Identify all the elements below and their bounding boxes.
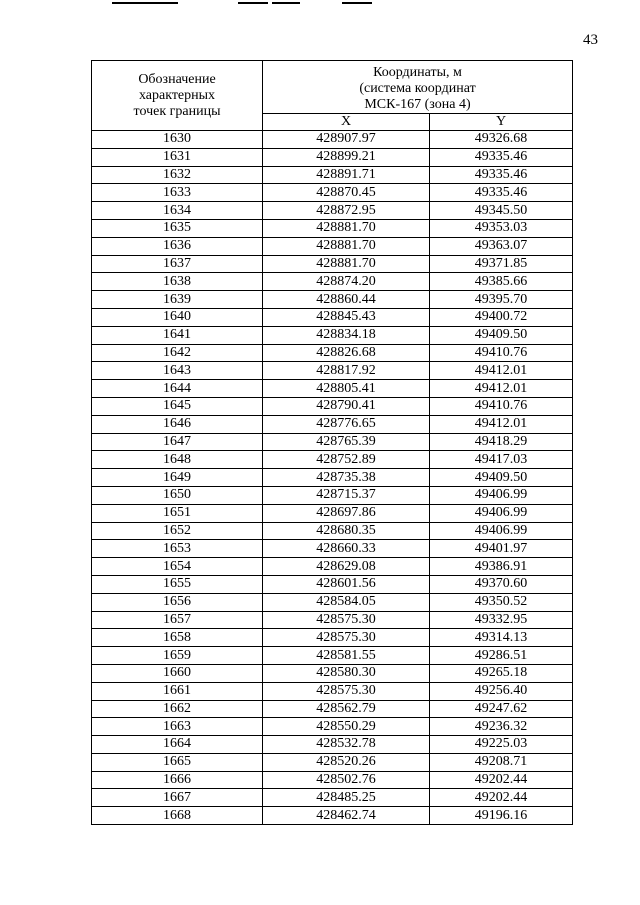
x-coordinate-cell: 428680.35 (263, 522, 430, 540)
point-id-cell: 1647 (92, 433, 263, 451)
point-designation-header (92, 61, 263, 131)
x-coordinate-cell: 428550.29 (263, 718, 430, 736)
point-id-cell: 1634 (92, 202, 263, 220)
x-coordinate-cell: 428817.92 (263, 362, 430, 380)
point-id-cell: 1650 (92, 486, 263, 504)
coords-header-line: Координаты, м (373, 65, 462, 80)
point-header-line: характерных (138, 87, 216, 103)
y-coordinate-cell: 49401.97 (430, 540, 573, 558)
point-id-cell: 1638 (92, 273, 263, 291)
x-coordinate-cell: 428562.79 (263, 700, 430, 718)
table-row (92, 558, 573, 576)
y-coordinate-cell: 49314.13 (430, 629, 573, 647)
y-coordinate-cell: 49412.01 (430, 380, 573, 398)
table-row (92, 647, 573, 665)
point-id-cell: 1652 (92, 522, 263, 540)
point-id-cell: 1662 (92, 700, 263, 718)
table-row (92, 326, 573, 344)
point-header-line: Обозначение (138, 71, 216, 87)
y-coordinate-cell: 49409.50 (430, 469, 573, 487)
point-id-cell: 1646 (92, 415, 263, 433)
point-id-cell: 1666 (92, 771, 263, 789)
point-id-cell: 1644 (92, 380, 263, 398)
point-id-cell: 1661 (92, 682, 263, 700)
x-coordinate-cell: 428790.41 (263, 397, 430, 415)
x-coordinate-cell: 428881.70 (263, 219, 430, 237)
point-id-cell: 1668 (92, 807, 263, 825)
x-coordinate-cell: 428532.78 (263, 736, 430, 754)
x-coordinate-cell: 428860.44 (263, 291, 430, 309)
table-row (92, 415, 573, 433)
scan-artifact-lines (0, 0, 640, 6)
point-id-cell: 1648 (92, 451, 263, 469)
table-row (92, 308, 573, 326)
x-coordinate-cell: 428881.70 (263, 255, 430, 273)
table-row (92, 753, 573, 771)
y-coordinate-cell: 49370.60 (430, 575, 573, 593)
x-coordinate-cell: 428834.18 (263, 326, 430, 344)
y-coordinate-cell: 49350.52 (430, 593, 573, 611)
x-coordinate-cell: 428629.08 (263, 558, 430, 576)
x-coordinate-cell: 428575.30 (263, 629, 430, 647)
point-id-cell: 1645 (92, 397, 263, 415)
x-coordinate-cell: 428575.30 (263, 682, 430, 700)
table-row (92, 522, 573, 540)
point-id-cell: 1632 (92, 166, 263, 184)
y-coordinate-cell: 49265.18 (430, 664, 573, 682)
y-coordinate-cell: 49335.46 (430, 148, 573, 166)
table-row (92, 433, 573, 451)
table-row (92, 593, 573, 611)
y-coordinate-cell: 49386.91 (430, 558, 573, 576)
x-coordinate-cell: 428752.89 (263, 451, 430, 469)
y-coordinate-cell: 49395.70 (430, 291, 573, 309)
x-coordinate-cell: 428881.70 (263, 237, 430, 255)
y-coordinate-cell: 49196.16 (430, 807, 573, 825)
y-coordinate-cell: 49208.71 (430, 753, 573, 771)
point-id-cell: 1656 (92, 593, 263, 611)
y-coordinate-cell: 49225.03 (430, 736, 573, 754)
y-coordinate-cell: 49410.76 (430, 397, 573, 415)
point-id-cell: 1639 (92, 291, 263, 309)
table-row (92, 273, 573, 291)
coordinates-header (263, 61, 573, 114)
table-row (92, 789, 573, 807)
point-header-line: точек границы (133, 103, 221, 119)
table-row (92, 131, 573, 149)
table-row (92, 486, 573, 504)
x-coordinate-cell: 428845.43 (263, 308, 430, 326)
x-coordinate-cell: 428874.20 (263, 273, 430, 291)
y-coordinate-cell: 49353.03 (430, 219, 573, 237)
x-coordinate-cell: 428502.76 (263, 771, 430, 789)
table-row (92, 219, 573, 237)
y-coordinate-cell: 49400.72 (430, 308, 573, 326)
x-coordinate-cell: 428581.55 (263, 647, 430, 665)
x-column-header: X (263, 114, 430, 131)
coords-header-line: МСК-167 (зона 4) (364, 97, 471, 112)
x-coordinate-cell: 428575.30 (263, 611, 430, 629)
y-coordinate-cell: 49286.51 (430, 647, 573, 665)
y-coordinate-cell: 49326.68 (430, 131, 573, 149)
y-coordinate-cell: 49332.95 (430, 611, 573, 629)
x-coordinate-cell: 428697.86 (263, 504, 430, 522)
y-coordinate-cell: 49412.01 (430, 415, 573, 433)
table-row (92, 575, 573, 593)
table-row (92, 629, 573, 647)
coordinates-table (91, 60, 573, 825)
point-id-cell: 1653 (92, 540, 263, 558)
y-coordinate-cell: 49385.66 (430, 273, 573, 291)
x-coordinate-cell: 428601.56 (263, 575, 430, 593)
point-id-cell: 1640 (92, 308, 263, 326)
table-row (92, 540, 573, 558)
coords-header-line: (система координат (359, 81, 476, 96)
point-id-cell: 1641 (92, 326, 263, 344)
point-id-cell: 1665 (92, 753, 263, 771)
y-coordinate-cell: 49202.44 (430, 771, 573, 789)
y-coordinate-cell: 49371.85 (430, 255, 573, 273)
y-coordinate-cell: 49335.46 (430, 166, 573, 184)
table-row (92, 504, 573, 522)
y-coordinate-cell: 49418.29 (430, 433, 573, 451)
point-id-cell: 1643 (92, 362, 263, 380)
table-row (92, 718, 573, 736)
table-row (92, 344, 573, 362)
y-coordinate-cell: 49406.99 (430, 522, 573, 540)
point-id-cell: 1631 (92, 148, 263, 166)
point-id-cell: 1663 (92, 718, 263, 736)
point-id-cell: 1630 (92, 131, 263, 149)
x-coordinate-cell: 428520.26 (263, 753, 430, 771)
table-row (92, 291, 573, 309)
x-coordinate-cell: 428462.74 (263, 807, 430, 825)
y-coordinate-cell: 49256.40 (430, 682, 573, 700)
y-column-header: Y (430, 114, 573, 131)
x-coordinate-cell: 428826.68 (263, 344, 430, 362)
table-row (92, 148, 573, 166)
y-coordinate-cell: 49335.46 (430, 184, 573, 202)
table-row (92, 469, 573, 487)
x-coordinate-cell: 428776.65 (263, 415, 430, 433)
y-coordinate-cell: 49406.99 (430, 504, 573, 522)
point-id-cell: 1655 (92, 575, 263, 593)
point-id-cell: 1635 (92, 219, 263, 237)
y-coordinate-cell: 49409.50 (430, 326, 573, 344)
table-header (92, 61, 573, 131)
point-id-cell: 1651 (92, 504, 263, 522)
table-row (92, 700, 573, 718)
table-row (92, 202, 573, 220)
table-row (92, 380, 573, 398)
point-id-cell: 1649 (92, 469, 263, 487)
x-coordinate-cell: 428580.30 (263, 664, 430, 682)
table-row (92, 451, 573, 469)
point-id-cell: 1636 (92, 237, 263, 255)
table-row (92, 682, 573, 700)
x-coordinate-cell: 428584.05 (263, 593, 430, 611)
y-coordinate-cell: 49417.03 (430, 451, 573, 469)
point-id-cell: 1659 (92, 647, 263, 665)
y-coordinate-cell: 49412.01 (430, 362, 573, 380)
y-coordinate-cell: 49247.62 (430, 700, 573, 718)
table-row (92, 771, 573, 789)
y-coordinate-cell: 49236.32 (430, 718, 573, 736)
point-id-cell: 1664 (92, 736, 263, 754)
point-id-cell: 1633 (92, 184, 263, 202)
y-coordinate-cell: 49363.07 (430, 237, 573, 255)
y-coordinate-cell: 49410.76 (430, 344, 573, 362)
table-body (92, 131, 573, 825)
point-id-cell: 1657 (92, 611, 263, 629)
point-id-cell: 1654 (92, 558, 263, 576)
x-coordinate-cell: 428870.45 (263, 184, 430, 202)
x-coordinate-cell: 428660.33 (263, 540, 430, 558)
table-row (92, 807, 573, 825)
page-number: 43 (583, 32, 598, 48)
x-coordinate-cell: 428735.38 (263, 469, 430, 487)
y-coordinate-cell: 49202.44 (430, 789, 573, 807)
y-coordinate-cell: 49345.50 (430, 202, 573, 220)
table-row (92, 237, 573, 255)
x-coordinate-cell: 428805.41 (263, 380, 430, 398)
table-row (92, 362, 573, 380)
table-row (92, 166, 573, 184)
table-row (92, 611, 573, 629)
x-coordinate-cell: 428872.95 (263, 202, 430, 220)
x-coordinate-cell: 428891.71 (263, 166, 430, 184)
x-coordinate-cell: 428899.21 (263, 148, 430, 166)
table-row (92, 397, 573, 415)
table-row (92, 664, 573, 682)
point-id-cell: 1637 (92, 255, 263, 273)
x-coordinate-cell: 428907.97 (263, 131, 430, 149)
point-id-cell: 1658 (92, 629, 263, 647)
table-row (92, 736, 573, 754)
table-row (92, 255, 573, 273)
y-coordinate-cell: 49406.99 (430, 486, 573, 504)
point-id-cell: 1642 (92, 344, 263, 362)
point-id-cell: 1667 (92, 789, 263, 807)
point-id-cell: 1660 (92, 664, 263, 682)
x-coordinate-cell: 428715.37 (263, 486, 430, 504)
table-row (92, 184, 573, 202)
x-coordinate-cell: 428765.39 (263, 433, 430, 451)
x-coordinate-cell: 428485.25 (263, 789, 430, 807)
